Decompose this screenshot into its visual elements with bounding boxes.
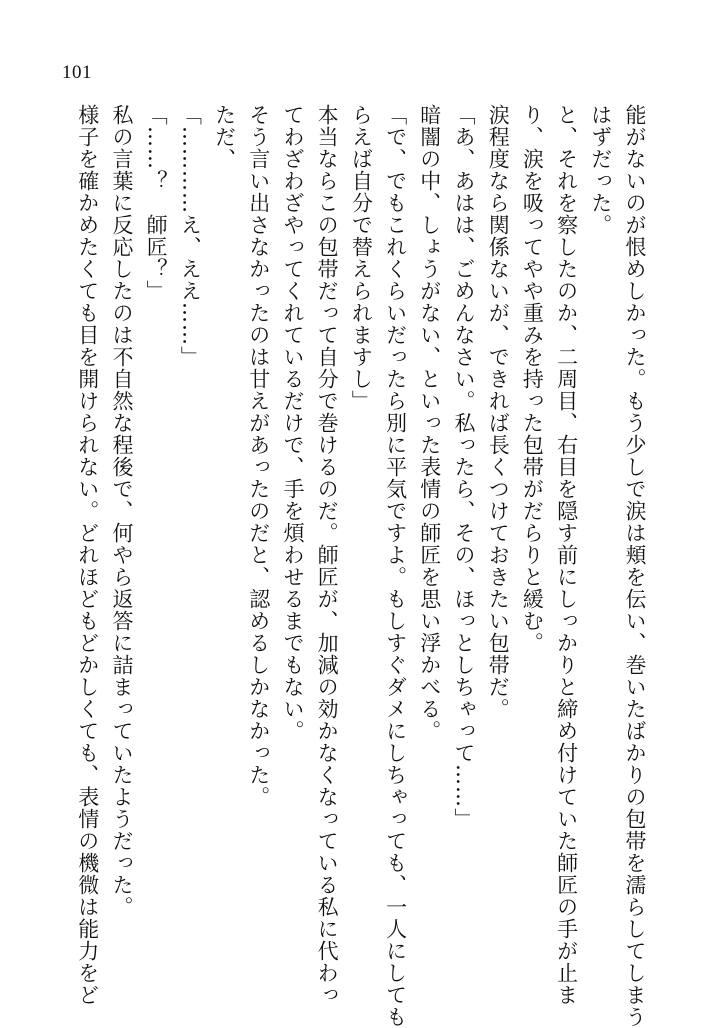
text-line: 様子を確かめたくても目を開けられない。どれほどもどかしくても、表情の機微は能力をど [75,104,100,1006]
text-line: り、涙を吸ってやや重みを持った包帯がだらりと緩む。 [520,104,545,654]
text-line: 本当ならこの包帯だって自分で巻けるのだ。師匠が、加減の効かなくなっている私に代わっ [315,104,340,1006]
text-line: 私の言葉に反応したのは不自然な程後で、何やら返答に詰まっていたようだった。 [109,104,134,918]
text-line: らえば自分で替えられますし」 [349,104,374,412]
text-line: ただ、 [212,104,237,170]
text-line: 「……？ 師匠？」 [144,104,169,302]
text-line: 「…………え、ええ……」 [178,104,203,368]
text-line: 暗闇の中、しょうがない、といった表情の師匠を思い浮かべる。 [417,104,442,742]
text-line: 「あ、あはは、ごめんなさい。私ったら、その、ほっとしちゃって……」 [451,104,476,830]
page-number: 101 [62,62,92,83]
text-line: 涙程度なら関係ないが、できれば長くつけておきたい包帯だ。 [486,104,511,720]
text-line: はずだった。 [588,104,613,236]
text-line: 能がないのが恨めしかった。もう少しで涙は頬を伝い、巻いたばかりの包帯を濡らしてしまう [623,104,647,1028]
text-line: そう言い出さなかったのは甘えがあったのだと、認めるしかなかった。 [246,104,271,808]
text-line: 「で、でもこれくらいだったら別に平気ですよ。もしすぐダメにしちゃっても、一人にしても [383,104,408,1028]
text-line: と、それを察したのか、二周目、右目を隠す前にしっかりと締め付けていた師匠の手が止ま [554,104,579,1006]
text-line: てわざわざやってくれているだけで、手を煩わせるまでもない。 [280,104,305,742]
vertical-text-body [75,104,652,1028]
